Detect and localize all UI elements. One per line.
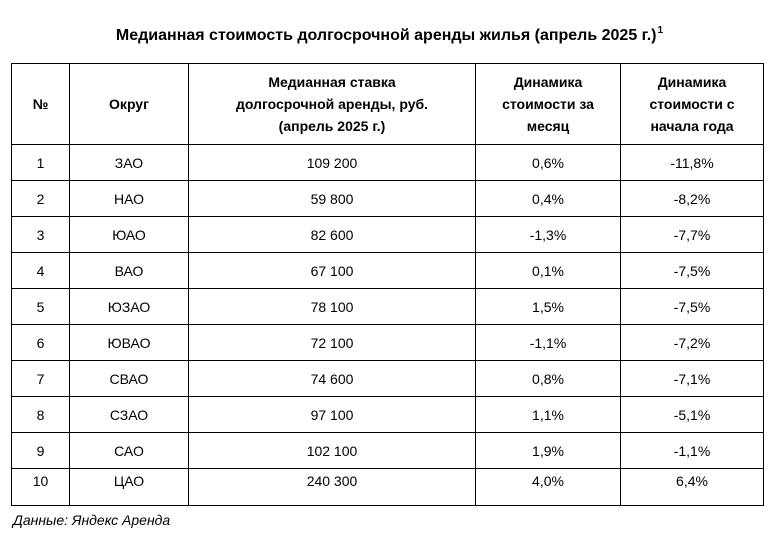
cell-number: 8 [12, 397, 70, 433]
cell-ytd-change: -7,2% [621, 325, 764, 361]
table-row [12, 181, 764, 217]
cell-median-rent: 97 100 [189, 397, 476, 433]
title-footnote-mark: 1 [657, 24, 664, 36]
cell-ytd-change: -7,1% [621, 361, 764, 397]
cell-median-rent: 67 100 [189, 253, 476, 289]
cell-median-rent: 72 100 [189, 325, 476, 361]
table-row [12, 361, 764, 397]
cell-monthly-change: 1,9% [476, 433, 621, 469]
cell-number: 4 [12, 253, 70, 289]
cell-number: 1 [12, 145, 70, 181]
header-monthly-change: Динамика стоимости за месяц [476, 64, 621, 145]
cell-number: 2 [12, 181, 70, 217]
cell-district: ЮВАО [70, 325, 189, 361]
header-median-rent: Медианная ставка долгосрочной аренды, руб.(апрель 2025 г.) [189, 64, 476, 145]
rent-table [11, 63, 764, 506]
cell-monthly-change: -1,3% [476, 217, 621, 253]
cell-monthly-change: 0,1% [476, 253, 621, 289]
cell-ytd-change: 6,4% [621, 469, 764, 506]
cell-district: СЗАО [70, 397, 189, 433]
cell-district: НАО [70, 181, 189, 217]
cell-number: 3 [12, 217, 70, 253]
cell-monthly-change: 0,4% [476, 181, 621, 217]
cell-ytd-change: -5,1% [621, 397, 764, 433]
table-row [12, 433, 764, 469]
cell-district: ВАО [70, 253, 189, 289]
cell-district: ЮЗАО [70, 289, 189, 325]
cell-ytd-change: -7,5% [621, 253, 764, 289]
cell-monthly-change: -1,1% [476, 325, 621, 361]
cell-median-rent: 59 800 [189, 181, 476, 217]
table-row [12, 397, 764, 433]
cell-ytd-change: -7,7% [621, 217, 764, 253]
table-row [12, 145, 764, 181]
cell-median-rent: 82 600 [189, 217, 476, 253]
cell-monthly-change: 0,6% [476, 145, 621, 181]
cell-ytd-change: -11,8% [621, 145, 764, 181]
cell-ytd-change: -7,5% [621, 289, 764, 325]
cell-median-rent: 240 300 [189, 469, 476, 506]
cell-district: ЗАО [70, 145, 189, 181]
cell-number: 6 [12, 325, 70, 361]
cell-number: 10 [12, 469, 70, 506]
cell-median-rent: 78 100 [189, 289, 476, 325]
cell-monthly-change: 0,8% [476, 361, 621, 397]
table-header-row [12, 64, 764, 145]
table-row [12, 253, 764, 289]
cell-median-rent: 102 100 [189, 433, 476, 469]
cell-number: 7 [12, 361, 70, 397]
table-row [12, 325, 764, 361]
table-row [12, 217, 764, 253]
header-district: Округ [70, 64, 189, 145]
cell-number: 5 [12, 289, 70, 325]
header-ytd-change: Динамика стоимости с начала года [621, 64, 764, 145]
cell-monthly-change: 4,0% [476, 469, 621, 506]
cell-district: САО [70, 433, 189, 469]
table-row [12, 289, 764, 325]
cell-monthly-change: 1,5% [476, 289, 621, 325]
cell-ytd-change: -8,2% [621, 181, 764, 217]
table-row [12, 469, 764, 506]
cell-number: 9 [12, 433, 70, 469]
header-number: № [12, 64, 70, 145]
cell-district: СВАО [70, 361, 189, 397]
cell-monthly-change: 1,1% [476, 397, 621, 433]
cell-ytd-change: -1,1% [621, 433, 764, 469]
cell-median-rent: 109 200 [189, 145, 476, 181]
cell-median-rent: 74 600 [189, 361, 476, 397]
title-text: Медианная стоимость долгосрочной аренды жилья (апрель 2025 г.) [115, 27, 657, 44]
table-body [12, 145, 764, 506]
data-source-note: Данные: Яндекс Аренда [13, 512, 171, 528]
cell-district: ЦАО [70, 469, 189, 506]
cell-district: ЮАО [70, 217, 189, 253]
page-title [0, 26, 778, 46]
